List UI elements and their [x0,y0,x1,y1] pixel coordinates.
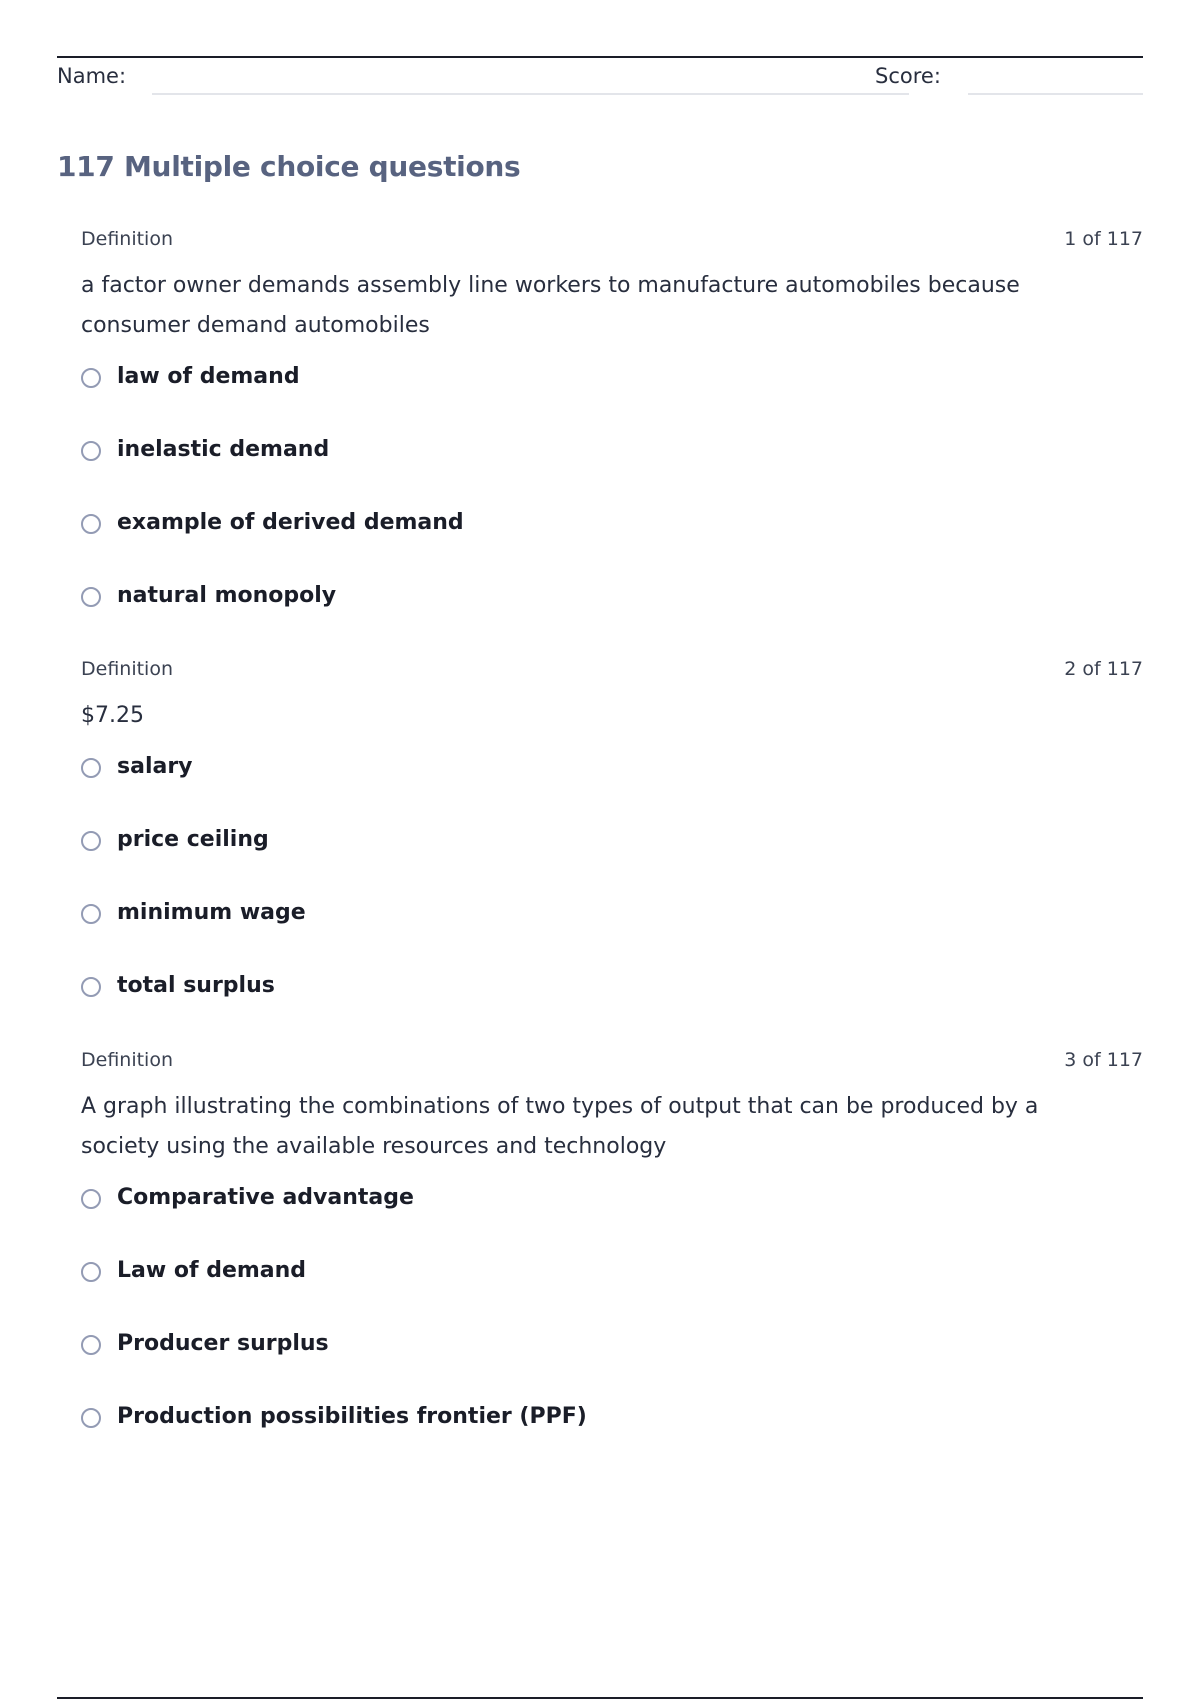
answer-option-label: Producer surplus [117,1331,329,1356]
radio-circle-icon[interactable] [81,1408,101,1428]
answer-option-label: Production possibilities frontier (PPF) [117,1404,587,1429]
question-2 [81,658,1143,1044]
answer-option-label: minimum wage [117,900,306,925]
score-label: Score: [875,64,941,88]
question-kind-label: Definition [81,1049,174,1071]
answer-option-label: Law of demand [117,1258,307,1283]
answer-option[interactable] [81,1183,1143,1256]
radio-circle-icon[interactable] [81,758,101,778]
radio-circle-icon[interactable] [81,1189,101,1209]
answer-option-label: law of demand [117,364,300,389]
answer-option[interactable] [81,581,1143,654]
question-1 [81,228,1143,654]
answer-option-label: Comparative advantage [117,1185,414,1210]
answer-option[interactable] [81,971,1143,1044]
question-kind-label: Definition [81,658,174,680]
answer-option-label: example of derived demand [117,510,464,535]
answer-option-label: total surplus [117,973,275,998]
answer-option-label: price ceiling [117,827,269,852]
question-prompt: a factor owner demands assembly line workers to manufacture automobiles because consumer demand automobiles [81,273,1020,338]
bottom-divider [57,1697,1143,1699]
radio-circle-icon[interactable] [81,514,101,534]
radio-circle-icon[interactable] [81,587,101,607]
radio-circle-icon[interactable] [81,368,101,388]
answer-option[interactable] [81,1256,1143,1329]
question-prompt: A graph illustrating the combinations of two types of output that can be produced by a society using the available resources and technology [81,1094,1039,1159]
answer-option[interactable] [81,1402,1143,1475]
worksheet-page [57,0,1143,1700]
answer-option[interactable] [81,898,1143,971]
answer-options [81,1183,1143,1475]
radio-circle-icon[interactable] [81,831,101,851]
answer-option[interactable] [81,362,1143,435]
answer-option[interactable] [81,1329,1143,1402]
radio-circle-icon[interactable] [81,1335,101,1355]
worksheet-header [57,58,1143,98]
score-field[interactable] [968,93,1143,95]
answer-option-label: inelastic demand [117,437,330,462]
question-counter: 1 of 117 [1064,228,1143,250]
radio-circle-icon[interactable] [81,1262,101,1282]
question-kind-label: Definition [81,228,174,250]
answer-option[interactable] [81,825,1143,898]
name-label: Name: [57,64,127,88]
name-field[interactable] [152,93,909,95]
answer-option-label: natural monopoly [117,583,337,608]
answer-option-label: salary [117,754,193,779]
question-prompt: $7.25 [81,703,144,728]
answer-option[interactable] [81,435,1143,508]
radio-circle-icon[interactable] [81,904,101,924]
answer-options [81,362,1143,654]
answer-option[interactable] [81,752,1143,825]
question-3 [81,1049,1143,1475]
radio-circle-icon[interactable] [81,977,101,997]
section-title: 117 Multiple choice questions [57,150,521,183]
answer-option[interactable] [81,508,1143,581]
question-counter: 2 of 117 [1064,658,1143,680]
question-counter: 3 of 117 [1064,1049,1143,1071]
answer-options [81,752,1143,1044]
radio-circle-icon[interactable] [81,441,101,461]
